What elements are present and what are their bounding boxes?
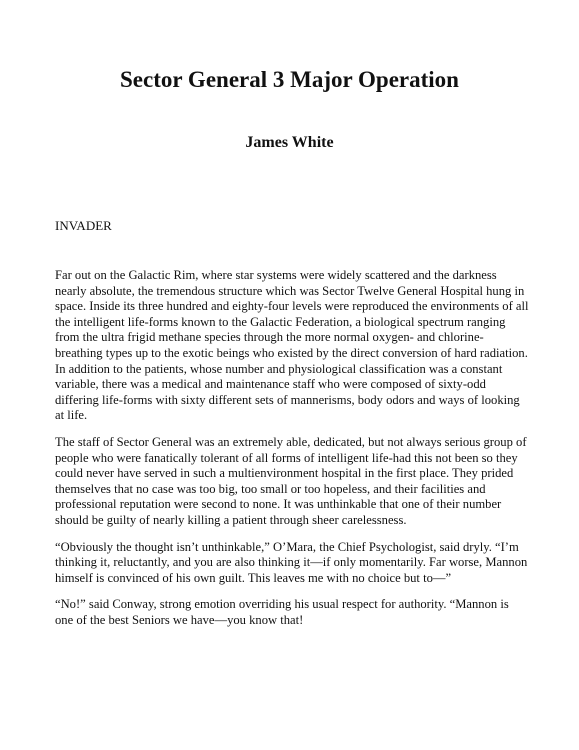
chapter-heading: INVADER xyxy=(55,218,112,233)
paragraph-4: “No!” said Conway, strong emotion overriding his usual respect for authority. “Mannon is one of the best Seniors we have—you know that! xyxy=(55,597,509,627)
body-text xyxy=(55,268,530,639)
paragraph-3: “Obviously the thought isn’t unthinkable,” O’Mara, the Chief Psychologist, said dryly. “I’m thinking it, reluctantly, and you are also thinking it—if only momentarily. Far worse, Mannon himself is convinced of his own guilt. This leaves me with no choice but to—” xyxy=(55,539,528,585)
author-name: James White xyxy=(245,134,334,151)
paragraph-1: Far out on the Galactic Rim, where star systems were widely scattered and the darkness nearly absolute, the tremendous structure which was Sector Twelve General Hospital hung in space. Inside its three hundred and eighty-four levels were reproduced the environments of all the intelligent life-forms known to the Galactic Federation, a biological spectrum ranging from the ultra frigid methane species through the more normal oxygen- and chlorine-breathing types up to the exotic beings who existed by the direct conversion of hard radiation. In addition to the patients, whose number and physiological classification was a constant variable, there was a medical and maintenance staff who were composed of sixty-odd differing life-forms with sixty different sets of mannerisms, body odors and ways of looking at life. xyxy=(55,268,529,423)
book-title: Sector General 3 Major Operation xyxy=(120,67,459,92)
paragraph-2: The staff of Sector General was an extremely able, dedicated, but not always serious group of people who were fanatically tolerant of all forms of intelligent life-had this not been so they could never have served in such a multienvironment hospital in the first place. They prided themselves that no case was too big, too small or too hopeless, and their facilities and professional reputation were second to none. It was unthinkable that one of their number should be guilty of nearly killing a patient through sheer carelessness. xyxy=(55,434,527,527)
